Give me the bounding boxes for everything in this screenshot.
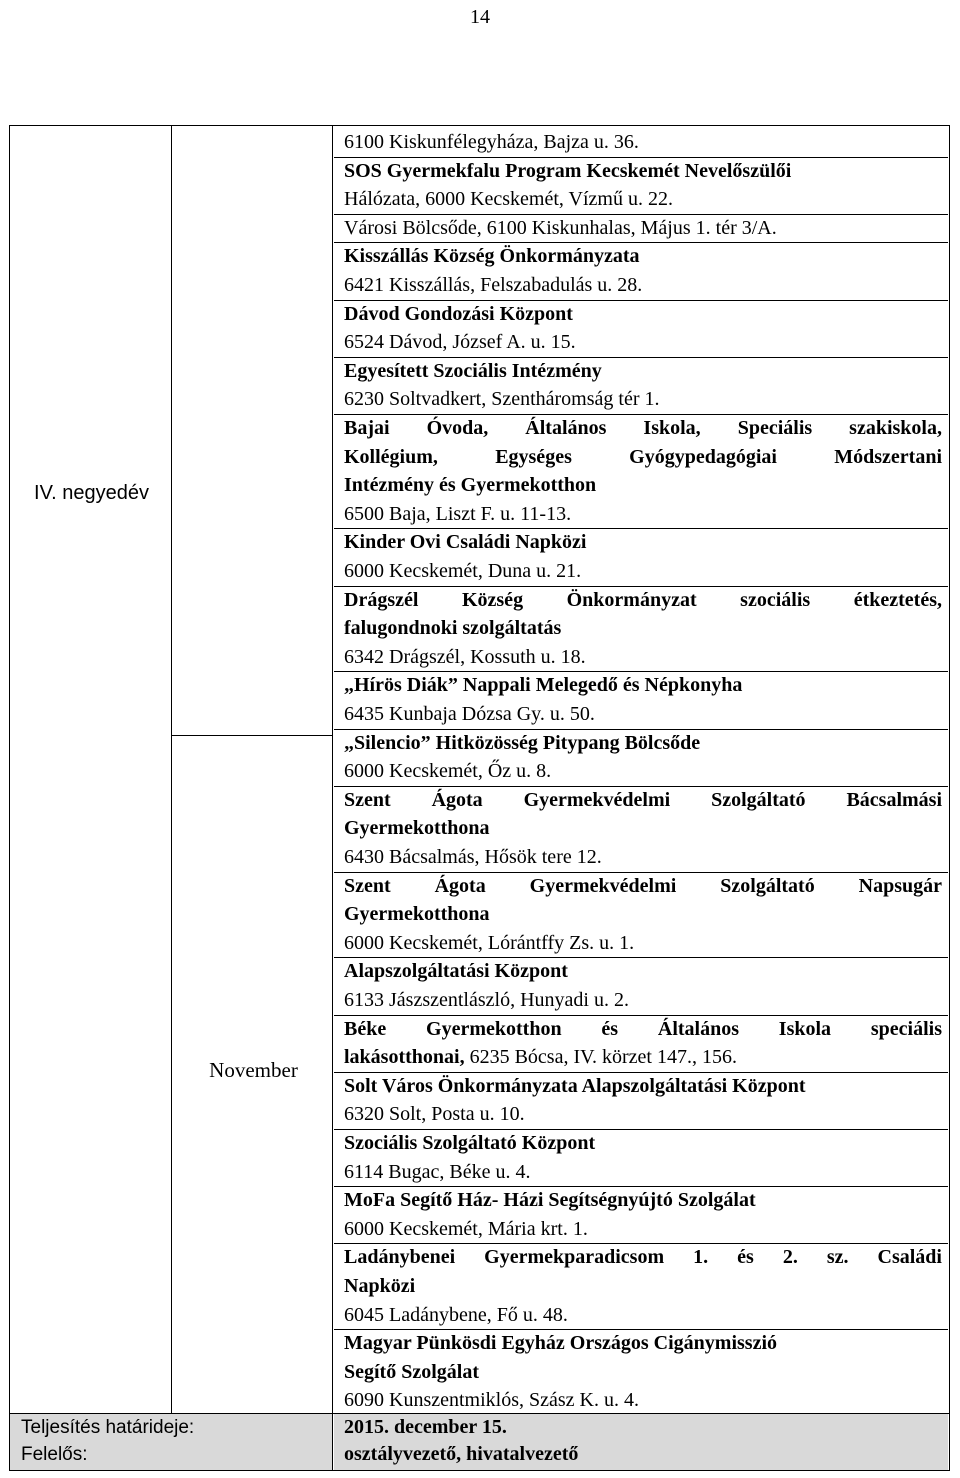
institution-name-line: Béke Gyermekotthon és Általános Iskola speciális bbox=[344, 1017, 942, 1040]
deadline-label: Teljesítés határideje: bbox=[21, 1417, 195, 1438]
institution-address-line: 6000 Kecskemét, Mária krt. 1. bbox=[344, 1217, 588, 1240]
institution-name-line: Gyermekotthona bbox=[344, 903, 490, 926]
institution-name-line: Napközi bbox=[344, 1274, 416, 1297]
institution-address-line: 6000 Kecskemét, Lórántffy Zs. u. 1. bbox=[344, 931, 635, 954]
institution-name-line: Egyesített Szociális Intézmény bbox=[344, 359, 602, 382]
institution-name-line: Kinder Ovi Családi Napközi bbox=[344, 531, 587, 554]
institution-name-line: Segítő Szolgálat bbox=[344, 1360, 479, 1383]
institution-name-line: Magyar Pünkösdi Egyház Országos Cigánymisszió bbox=[344, 1332, 777, 1355]
institution-address-line: 6045 Ladánybene, Fő u. 48. bbox=[344, 1303, 568, 1326]
institution-address-line: 6421 Kisszállás, Felszabadulás u. 28. bbox=[344, 273, 643, 296]
institution-name-line: Szent Ágota Gyermekvédelmi Szolgáltató Napsugár bbox=[344, 874, 942, 897]
institution-name-line: MoFa Segítő Ház- Házi Segítségnyújtó Szolgálat bbox=[344, 1189, 756, 1212]
institution-address-line: 6435 Kunbaja Dózsa Gy. u. 50. bbox=[344, 702, 595, 725]
institution-entry bbox=[344, 671, 942, 728]
institution-entry bbox=[344, 957, 942, 1014]
institution-address-line: 6500 Baja, Liszt F. u. 11-13. bbox=[344, 502, 572, 525]
institution-name-line: lakásotthonai, 6235 Bócsa, IV. körzet 147., 156. bbox=[344, 1046, 737, 1069]
institution-entry bbox=[344, 1129, 942, 1186]
institution-address-line: 6524 Dávod, József A. u. 15. bbox=[344, 331, 576, 354]
institution-name-line: falugondnoki szolgáltatás bbox=[344, 617, 562, 640]
institution-entry bbox=[344, 214, 942, 243]
institution-entry bbox=[344, 1186, 942, 1243]
institution-address-line: 6133 Jászszentlászló, Hunyadi u. 2. bbox=[344, 988, 629, 1011]
institution-entry bbox=[344, 1072, 942, 1129]
institution-address-line: 6000 Kecskemét, Őz u. 8. bbox=[344, 760, 552, 783]
institution-name-line: Gyermekotthona bbox=[344, 817, 490, 840]
institution-address-line: 6430 Bácsalmás, Hősök tere 12. bbox=[344, 845, 602, 868]
institution-name-line: Intézmény és Gyermekotthon bbox=[344, 474, 597, 497]
quarter-label: IV. negyedév bbox=[34, 482, 149, 504]
institution-entry bbox=[344, 729, 942, 786]
month-label: November bbox=[209, 1058, 298, 1082]
institution-entry bbox=[344, 872, 942, 958]
institution-entry bbox=[344, 157, 942, 214]
institution-name-line: Dávod Gondozási Központ bbox=[344, 302, 573, 325]
institution-address-line: 6230 Soltvadkert, Szentháromság tér 1. bbox=[344, 388, 660, 411]
institution-entry bbox=[344, 528, 942, 585]
institution-address-line: Városi Bölcsőde, 6100 Kiskunhalas, Május 1. tér 3/A. bbox=[344, 216, 777, 239]
institution-entry bbox=[344, 414, 942, 528]
institution-name-line: Szociális Szolgáltató Központ bbox=[344, 1132, 596, 1154]
row-divider bbox=[171, 735, 332, 736]
institution-name-line: Szent Ágota Gyermekvédelmi Szolgáltató Bácsalmási bbox=[344, 788, 942, 811]
institution-name-line: Alapszolgáltatási Központ bbox=[344, 960, 568, 983]
institution-name-line: Drágszél Község Önkormányzat szociális étkeztetés, bbox=[344, 588, 942, 611]
institution-address-line: 6342 Drágszél, Kossuth u. 18. bbox=[344, 645, 586, 668]
institution-entry bbox=[344, 1329, 942, 1415]
schedule-table bbox=[9, 125, 950, 1471]
institution-address-line: 6090 Kunszentmiklós, Szász K. u. 4. bbox=[344, 1389, 639, 1412]
institution-name-line: Bajai Óvoda, Általános Iskola, Speciális szakiskola, bbox=[344, 417, 942, 439]
institution-name-line: „Hírös Diák” Nappali Melegedő és Népkonyha bbox=[344, 674, 743, 697]
column-divider bbox=[171, 126, 172, 1470]
institution-address-line: 6320 Solt, Posta u. 10. bbox=[344, 1103, 525, 1126]
footer-labels bbox=[10, 1414, 332, 1470]
footer-values bbox=[334, 1414, 948, 1470]
column-divider bbox=[332, 126, 333, 1470]
institution-name-line: Kisszállás Község Önkormányzata bbox=[344, 245, 640, 268]
institution-name-line: SOS Gyermekfalu Program Kecskemét Nevelőszülői bbox=[344, 159, 792, 182]
institution-entry bbox=[344, 242, 942, 299]
institution-entry bbox=[344, 357, 942, 414]
institution-address-line: 6000 Kecskemét, Duna u. 21. bbox=[344, 559, 582, 582]
institution-address-line: Hálózata, 6000 Kecskemét, Vízmű u. 22. bbox=[344, 188, 673, 211]
institution-entry bbox=[344, 586, 942, 672]
institution-entry bbox=[344, 1015, 942, 1072]
deadline-value: 2015. december 15. bbox=[344, 1416, 507, 1438]
page-number: 14 bbox=[470, 6, 490, 28]
institution-name-line: Kollégium, Egységes Gyógypedagógiai Módszertani bbox=[344, 445, 942, 468]
institution-address-line: 6114 Bugac, Béke u. 4. bbox=[344, 1160, 531, 1183]
responsible-value: osztályvezető, hivatalvezető bbox=[344, 1443, 579, 1465]
institution-entry bbox=[344, 300, 942, 357]
institution-name-line: Ladánybenei Gyermekparadicsom 1. és 2. sz. Családi bbox=[344, 1246, 942, 1269]
institution-name-line: „Silencio” Hitközösség Pitypang Bölcsőde bbox=[344, 731, 701, 754]
institution-entry bbox=[344, 128, 942, 157]
responsible-label: Felelős: bbox=[21, 1444, 88, 1465]
institution-entry bbox=[344, 786, 942, 872]
institution-entry bbox=[344, 1243, 942, 1329]
institution-name-line: Solt Város Önkormányzata Alapszolgáltatási Központ bbox=[344, 1074, 806, 1097]
institution-address-line: 6100 Kiskunfélegyháza, Bajza u. 36. bbox=[344, 131, 639, 153]
